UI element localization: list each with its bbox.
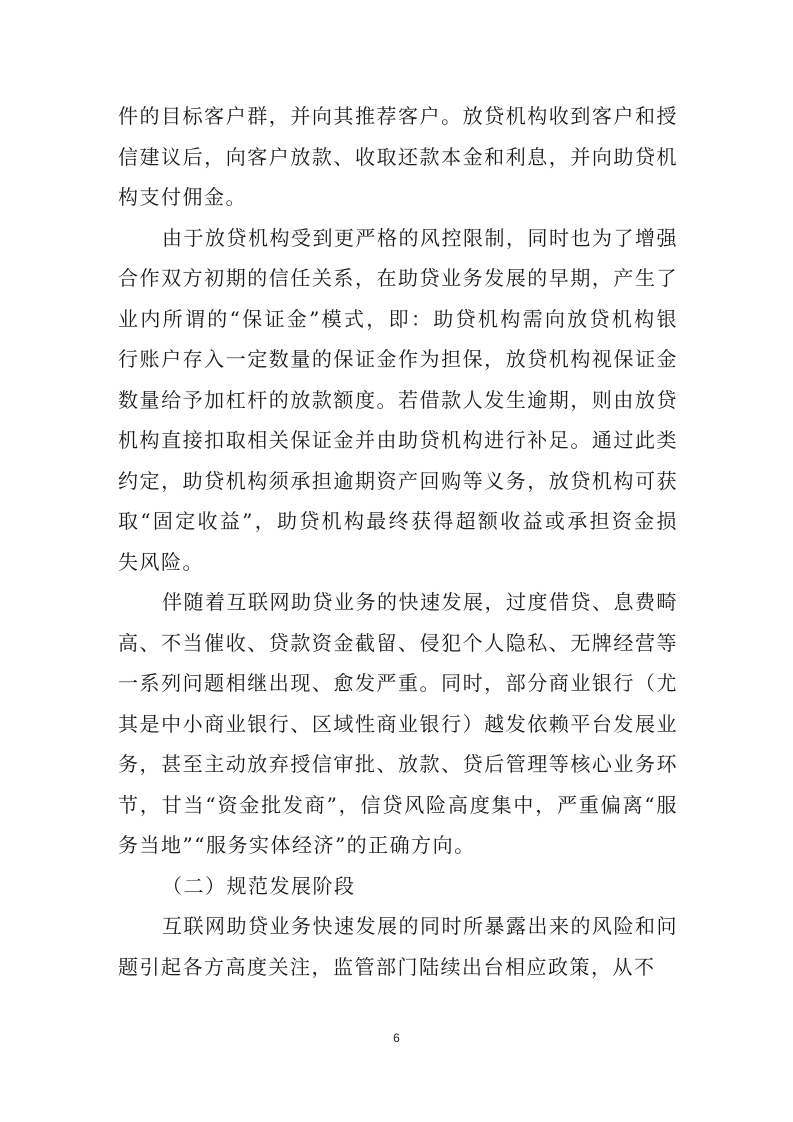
- page-number: 6: [393, 1031, 400, 1045]
- document-body: [118, 96, 678, 987]
- paragraph-deposit-model: 由于放贷机构受到更严格的风控限制，同时也为了增强合作双方初期的信任关系，在助贷业务发展的早期，产生了业内所谓的“保证金”模式，即：助贷机构需向放贷机构银行账户存入一定数量的保证金作为担保，放贷机构视保证金数量给予加杠杆的放款额度。若借款人发生逾期，则由放贷机构直接扣取相关保证金并由助贷机构进行补足。通过此类约定，助贷机构须承担逾期资产回购等义务，放贷机构可获取“固定收益”，助贷机构最终获得超额收益或承担资金损失风险。: [118, 225, 678, 574]
- paragraph-regulation: 互联网助贷业务快速发展的同时所暴露出来的风险和问题引起各方高度关注，监管部门陆续出台相应政策，从不: [118, 914, 678, 979]
- paragraph-problems: 伴随着互联网助贷业务的快速发展，过度借贷、息费畸高、不当催收、贷款资金截留、侵犯个人隐私、无牌经营等一系列问题相继出现、愈发严重。同时，部分商业银行（尤其是中小商业银行、区域性商业银行）越发依赖平台发展业务，甚至主动放弃授信审批、放款、贷后管理等核心业务环节，甘当“资金批发商”，信贷风险高度集中，严重偏离“服务当地”“服务实体经济”的正确方向。: [118, 590, 678, 857]
- section-heading: （二）规范发展阶段: [162, 873, 356, 898]
- paragraph-continuation: 件的目标客户群，并向其推荐客户。放贷机构收到客户和授信建议后，向客户放款、收取还款本金和利息，并向助贷机构支付佣金。: [118, 104, 678, 209]
